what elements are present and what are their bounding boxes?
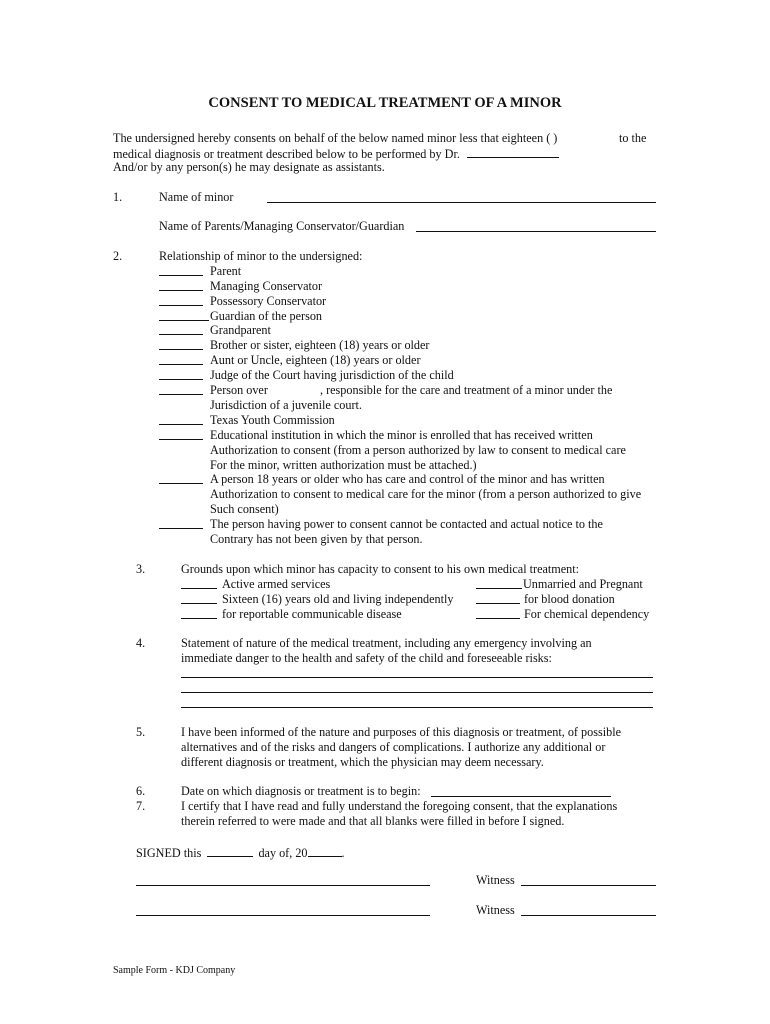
relationship-blank[interactable] bbox=[159, 483, 203, 484]
relationship-item: Parent bbox=[210, 264, 242, 278]
capacity-item: for blood donation bbox=[524, 592, 615, 606]
relationship-blank[interactable] bbox=[159, 305, 203, 306]
intro-line-3: And/or by any person(s) he may designate as assistants. bbox=[113, 160, 385, 174]
power-cont: Contrary has not been given by that person. bbox=[210, 532, 423, 546]
minor-name-label: Name of minor bbox=[159, 190, 234, 204]
person18-cont-1: Authorization to consent to medical care for the minor (from a person authorized to give bbox=[210, 487, 642, 501]
relationship-item: Possessory Conservator bbox=[210, 294, 327, 308]
relationship-blank[interactable] bbox=[159, 290, 203, 291]
witness-label-1: Witness bbox=[476, 873, 515, 887]
relationship-blank[interactable] bbox=[159, 275, 203, 276]
relationship-blank[interactable] bbox=[159, 334, 203, 335]
signature-line[interactable] bbox=[136, 915, 430, 916]
relationship-blank[interactable] bbox=[159, 528, 203, 529]
relationship-blank[interactable] bbox=[159, 349, 203, 350]
relationship-blank[interactable] bbox=[159, 424, 203, 425]
capacity-blank[interactable] bbox=[476, 588, 522, 589]
intro-line-1: The undersigned hereby consents on behalf of the below named minor less that eighteen ( ) bbox=[113, 131, 558, 145]
treatment-statement-field[interactable] bbox=[181, 677, 653, 678]
capacity-blank[interactable] bbox=[181, 603, 217, 604]
signature-line[interactable] bbox=[136, 885, 430, 886]
informed-line-2: alternatives and of the risks and dangers of complications. I authorize any additional or bbox=[181, 740, 606, 754]
begin-date-field[interactable] bbox=[431, 796, 611, 797]
signed-line bbox=[136, 845, 345, 860]
capacity-item: Unmarried and Pregnant bbox=[523, 577, 643, 591]
person-over-cont: Jurisdiction of a juvenile court. bbox=[210, 398, 362, 412]
certify-line-1: I certify that I have read and fully understand the foregoing consent, that the explanations bbox=[181, 799, 618, 813]
person18-cont-2: Such consent) bbox=[210, 502, 279, 516]
relationship-blank[interactable] bbox=[159, 394, 203, 395]
treatment-statement-line-1: Statement of nature of the medical treatment, including any emergency involving an bbox=[181, 636, 592, 650]
witness-label-2: Witness bbox=[476, 903, 515, 917]
signed-suffix: . bbox=[341, 846, 345, 860]
relationship-blank[interactable] bbox=[159, 364, 203, 365]
relationship-item: Managing Conservator bbox=[210, 279, 323, 293]
intro-line-2 bbox=[113, 146, 559, 161]
relationship-blank[interactable] bbox=[159, 379, 203, 380]
witness-field-1[interactable] bbox=[521, 885, 656, 886]
parents-name-field[interactable] bbox=[416, 231, 656, 232]
treatment-statement-field[interactable] bbox=[181, 692, 653, 693]
section-1-number: 1. bbox=[113, 190, 123, 204]
capacity-blank[interactable] bbox=[476, 618, 520, 619]
signed-year-field[interactable] bbox=[308, 845, 342, 857]
relationship-item: Guardian of the person bbox=[210, 309, 323, 323]
capacity-heading: Grounds upon which minor has capacity to consent to his own medical treatment: bbox=[181, 562, 580, 576]
minor-name-field[interactable] bbox=[267, 202, 656, 203]
relationship-item: The person having power to consent cannot be contacted and actual notice to the bbox=[210, 517, 603, 531]
signed-prefix: SIGNED this bbox=[136, 846, 202, 860]
section-3-number: 3. bbox=[136, 562, 146, 576]
footer: Sample Form - KDJ Company bbox=[113, 965, 236, 976]
section-2-number: 2. bbox=[113, 249, 123, 263]
capacity-blank[interactable] bbox=[181, 588, 217, 589]
doctor-name-field[interactable] bbox=[467, 146, 559, 158]
page-title: CONSENT TO MEDICAL TREATMENT OF A MINOR bbox=[208, 95, 562, 111]
relationship-item: Person over bbox=[210, 383, 268, 397]
relationship-blank[interactable] bbox=[159, 439, 203, 440]
signed-middle: day of, 20 bbox=[258, 846, 308, 860]
section-4-number: 4. bbox=[136, 636, 146, 650]
relationship-blank[interactable] bbox=[159, 320, 209, 321]
relationship-heading: Relationship of minor to the undersigned: bbox=[159, 249, 363, 263]
edu-cont-1: Authorization to consent (from a person authorized by law to consent to medical care bbox=[210, 443, 626, 457]
intro-line-1-end: to the bbox=[619, 131, 647, 145]
signed-day-field[interactable] bbox=[207, 845, 253, 857]
begin-date-label: Date on which diagnosis or treatment is to begin: bbox=[181, 784, 421, 798]
informed-line-1: I have been informed of the nature and purposes of this diagnosis or treatment, of possible bbox=[181, 725, 621, 739]
relationship-item: Judge of the Court having jurisdiction of the child bbox=[210, 368, 454, 382]
relationship-item: Texas Youth Commission bbox=[210, 413, 335, 427]
treatment-statement-line-2: immediate danger to the health and safety of the child and foreseeable risks: bbox=[181, 651, 552, 665]
capacity-blank[interactable] bbox=[476, 603, 520, 604]
capacity-item: For chemical dependency bbox=[524, 607, 650, 621]
parents-name-label: Name of Parents/Managing Conservator/Guardian bbox=[159, 219, 405, 233]
relationship-item: Brother or sister, eighteen (18) years or older bbox=[210, 338, 430, 352]
relationship-item: Educational institution in which the minor is enrolled that has received written bbox=[210, 428, 593, 442]
section-7-number: 7. bbox=[136, 799, 146, 813]
certify-line-2: therein referred to were made and that all blanks were filled in before I signed. bbox=[181, 814, 565, 828]
informed-line-3: different diagnosis or treatment, which the physician may deem necessary. bbox=[181, 755, 544, 769]
relationship-item: A person 18 years or older who has care and control of the minor and has written bbox=[210, 472, 605, 486]
section-5-number: 5. bbox=[136, 725, 146, 739]
edu-cont-2: For the minor, written authorization must be attached.) bbox=[210, 458, 477, 472]
capacity-item: Active armed services bbox=[222, 577, 331, 591]
capacity-item: Sixteen (16) years old and living independently bbox=[222, 592, 454, 606]
intro-line-2-text: medical diagnosis or treatment described below to be performed by Dr. bbox=[113, 147, 460, 161]
capacity-item: for reportable communicable disease bbox=[222, 607, 402, 621]
section-6-number: 6. bbox=[136, 784, 146, 798]
treatment-statement-field[interactable] bbox=[181, 707, 653, 708]
relationship-item: Grandparent bbox=[210, 323, 271, 337]
relationship-item: Aunt or Uncle, eighteen (18) years or older bbox=[210, 353, 421, 367]
capacity-blank[interactable] bbox=[181, 618, 217, 619]
person-over-text: , responsible for the care and treatment of a minor under the bbox=[320, 383, 613, 397]
witness-field-2[interactable] bbox=[521, 915, 656, 916]
